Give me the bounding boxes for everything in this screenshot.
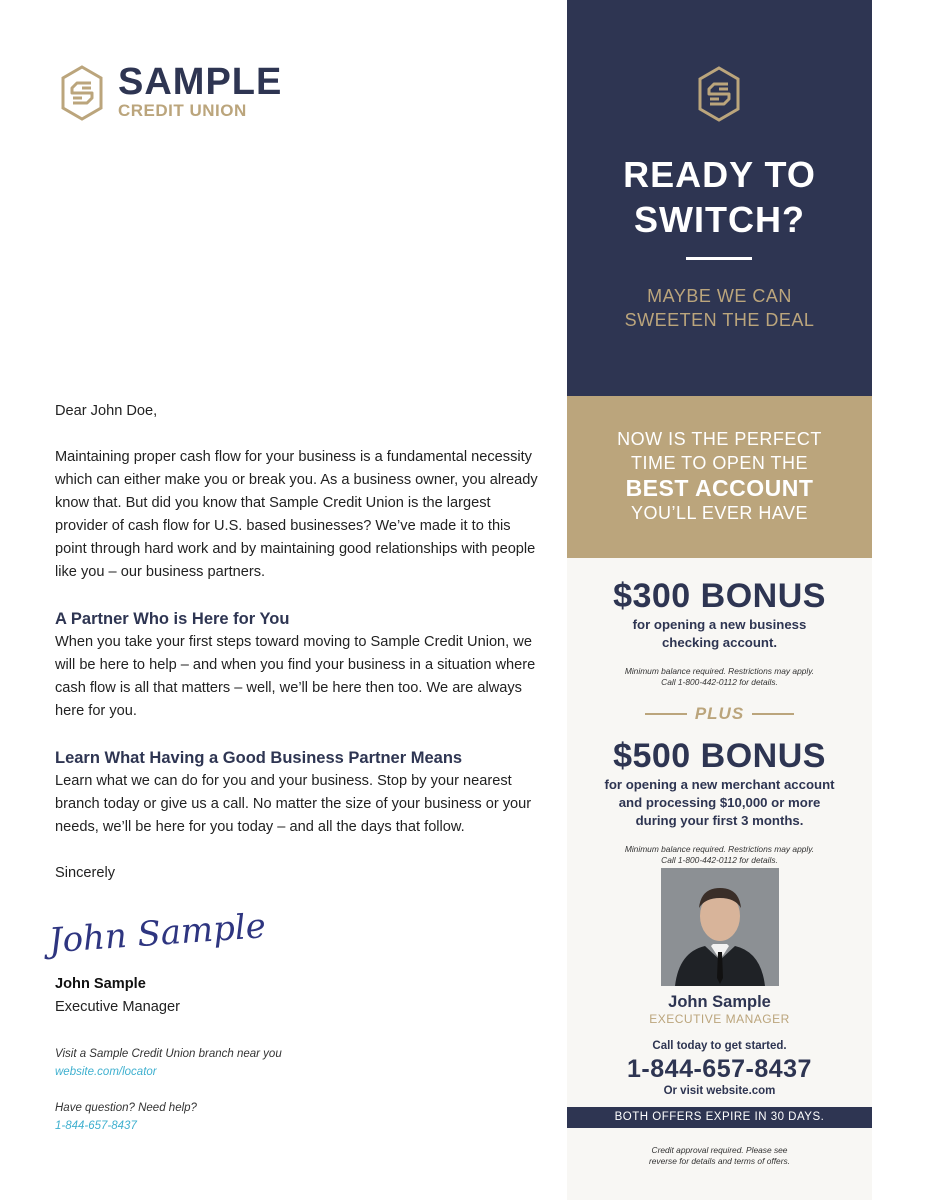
plus-label: PLUS: [694, 704, 745, 723]
sidebar-header: [567, 0, 872, 396]
plus-separator: [567, 704, 872, 724]
visit-note: Visit a Sample Credit Union branch near you: [55, 1048, 282, 1060]
sidebar-headline: [567, 152, 872, 242]
fine-print-line: Call 1-800-442-0112 for details.: [661, 677, 778, 687]
letter-body: [47, 400, 545, 1135]
offer-1-amount: $300 BONUS: [613, 577, 826, 615]
section-heading-partner: A Partner Who is Here for You: [55, 610, 290, 628]
offer-1-desc-line: for opening a new business: [632, 617, 807, 632]
tagline-line-1: MAYBE WE CAN: [647, 286, 792, 306]
offer-1-fine-print: [567, 666, 872, 688]
offer-expiration-banner: BOTH OFFERS EXPIRE IN 30 DAYS.: [567, 1107, 872, 1128]
manager-portrait: [661, 868, 779, 986]
credit-note-line: reverse for details and terms of offers.: [648, 1156, 791, 1166]
letter-closing: Sincerely: [55, 865, 116, 881]
handwritten-signature: [45, 899, 268, 971]
promo-line-1: NOW IS THE PERFECT: [617, 429, 822, 449]
signer-name: John Sample: [55, 976, 146, 992]
promo-line-4: YOU’LL EVER HAVE: [630, 503, 809, 523]
offer-2-desc-line: during your first 3 months.: [635, 813, 804, 828]
offer-1-desc-line: checking account.: [661, 635, 778, 650]
promo-line-3: BEST ACCOUNT: [625, 475, 814, 501]
promo-line-2: TIME TO OPEN THE: [630, 453, 809, 473]
headline-line-1: READY TO: [623, 154, 816, 195]
offer-2-desc-line: and processing $10,000 or more: [618, 795, 821, 810]
offer-2-desc-line: for opening a new merchant account: [604, 777, 835, 792]
brand-name: SAMPLE: [118, 61, 283, 103]
person-photo-icon: [661, 868, 779, 986]
help-phone-link[interactable]: 1-844-657-8437: [55, 1120, 137, 1132]
credit-note-line: Credit approval required. Please see: [651, 1145, 788, 1155]
offers-section: [567, 574, 872, 866]
offer-2-fine-print: [567, 844, 872, 866]
fine-print-line: Minimum balance required. Restrictions may apply.: [624, 666, 815, 676]
letter-intro: Maintaining proper cash flow for your business is a fundamental necessity which can either make you or break you. As a business owner, you already know that. But did you know that Sample Credit Union is the largest provider of cash flow for U.S. based businesses? We’ve made it to this point through hard work and by maintaining good relationships with people like you – our business partners.: [55, 449, 538, 580]
tagline-line-2: SWEETEN THE DEAL: [624, 310, 815, 330]
visit-website-text[interactable]: Or visit website.com: [663, 1085, 776, 1097]
offer-2-amount: $500 BONUS: [613, 737, 826, 775]
brand-subtitle: CREDIT UNION: [118, 101, 247, 120]
headline-line-2: SWITCH?: [634, 199, 805, 240]
contact-name: John Sample: [668, 993, 771, 1011]
offer-sidebar: [567, 0, 872, 1200]
contact-block: [567, 992, 872, 1098]
contact-phone[interactable]: 1-844-657-8437: [627, 1055, 812, 1083]
credit-approval-note: [567, 1145, 872, 1167]
sidebar-tagline: [567, 284, 872, 332]
contact-title: EXECUTIVE MANAGER: [649, 1012, 790, 1026]
separator-line: [645, 713, 687, 715]
headline-divider: [686, 257, 752, 260]
fine-print-line: Minimum balance required. Restrictions may apply.: [624, 844, 815, 854]
help-note: Have question? Need help?: [55, 1102, 197, 1114]
offer-1-description: [567, 616, 872, 652]
call-prompt: Call today to get started.: [652, 1040, 787, 1052]
fine-print-line: Call 1-800-442-0112 for details.: [661, 855, 778, 865]
separator-line: [752, 713, 794, 715]
locator-link[interactable]: website.com/locator: [55, 1066, 157, 1078]
signature-text: John Sample: [47, 906, 268, 962]
letter-greeting: Dear John Doe,: [55, 403, 158, 419]
offer-2-description: [567, 776, 872, 830]
section-body-learn: Learn what we can do for you and your business. Stop by your nearest branch today or give us a call. No matter the size of your business or your needs, we’ll be here for you today – and all the days that follow.: [55, 773, 532, 835]
section-body-partner: When you take your first steps toward moving to Sample Credit Union, we will be here to help – and when you find your business in a situation where cash flow is all that matters – well, we’ll be here then too. We are always here for you.: [55, 634, 536, 719]
section-heading-learn: Learn What Having a Good Business Partner Means: [55, 749, 463, 767]
hexagon-logo-icon: [60, 64, 104, 122]
brand-logo: [60, 61, 283, 122]
signer-title: Executive Manager: [55, 999, 180, 1015]
hexagon-logo-icon: [697, 64, 741, 124]
promo-banner: [567, 396, 872, 558]
